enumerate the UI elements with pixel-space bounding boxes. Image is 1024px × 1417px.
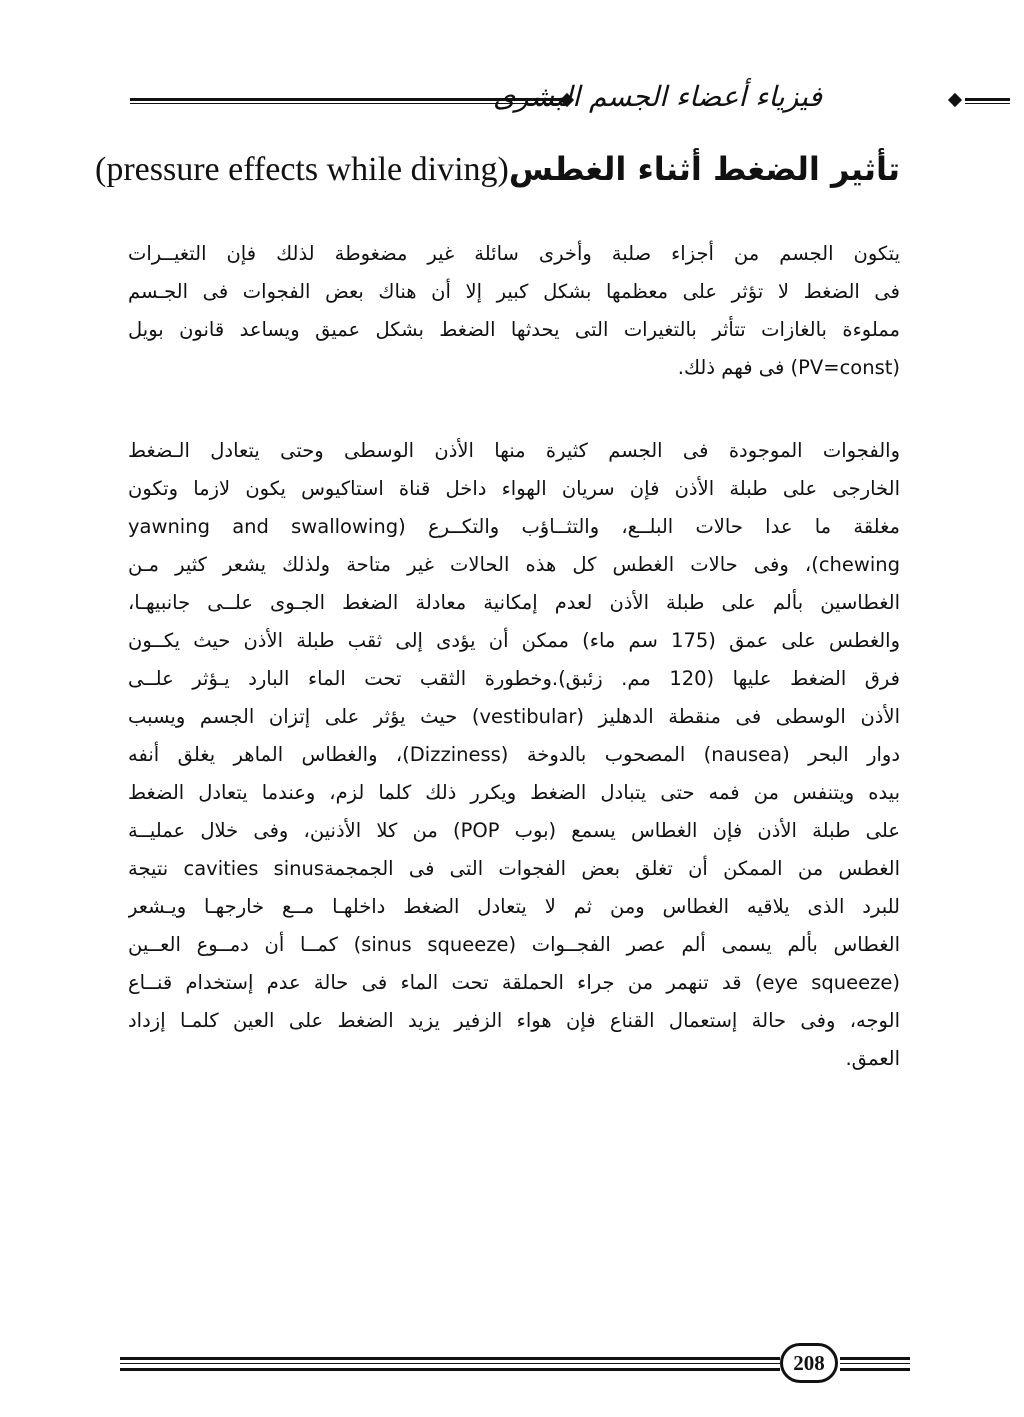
text-line: الخارجى على طبلة الأذن فإن سريان الهواء داخل قناة استاكيوس يكون لازما وتكون: [128, 477, 900, 500]
diamond-ornament-icon: [948, 93, 962, 107]
text-line: العمق.: [845, 1047, 900, 1070]
text-line: الغطاس بألم يسمى ألم عصر الفجــوات (sinus squeeze) كمــا أن دمــوع العــين: [128, 933, 900, 956]
text-line: بيده ويتنفس من فمه حتى يتبادل الضغط ويكرر ذلك كلما لزم، وعندما يتعادل الضغط: [128, 781, 900, 804]
text-line: (eye squeeze) قد تنهمر من جراء الحملقة تحت الماء فى حالة عدم إستخدام قنــاع: [128, 971, 900, 994]
text-line: مغلقة ما عدا حالات البلــع، والتثــاؤب والتكــرع (yawning and swallowing: [128, 515, 900, 538]
text-line: (PV=const) فى فهم ذلك.: [677, 356, 900, 379]
header-short-rule-thin: [965, 103, 1010, 104]
text-line: للبرد الذى يلاقيه الغطاس ومن ثم لا يتعادل الضغط داخلهـا مــع خارجهـا ويـشعر: [128, 895, 900, 918]
text-line: فرق الضغط عليها (120 مم. زئبق).وخطورة الثقب تحت الماء البارد يـؤثر علــى: [128, 667, 900, 690]
paragraph-1: [128, 235, 900, 387]
footer-rule: [120, 1368, 780, 1371]
text-line: فى الضغط لا تؤثر على معظمها بشكل كبير إلا أن هناك بعض الفجوات فى الجـسم: [128, 280, 900, 303]
text-line: الوجه، وفى حالة إستعمال القناع فإن هواء الزفير يزيد الضغط على العين كلمـا إزداد: [128, 1009, 900, 1032]
footer-rule-right: [840, 1357, 910, 1360]
running-header: [130, 78, 900, 118]
section-heading: [94, 150, 900, 189]
header-short-rule: [965, 98, 1010, 101]
footer-rule-right: [840, 1368, 910, 1371]
text-line: على طبلة الأذن فإن الغطاس يسمع (بوب POP) من كلا الأذنين، وفى خلال عمليــة: [128, 819, 900, 842]
text-line: chewing)، وفى حالات الغطس كل هذه الحالات غير متاحة ولذلك يشعر كثير مـن: [128, 553, 900, 576]
text-line: والفجوات الموجودة فى الجسم كثيرة منها الأذن الوسطى وحتى يتعادل الـضغط: [128, 439, 900, 462]
page-number: 208: [780, 1343, 838, 1383]
running-title: فيزياء أعضاء الجسم البشرى: [492, 80, 822, 113]
heading-arabic: تأثير الضغط أثناء الغطس: [508, 150, 900, 188]
text-line: الغطس من الممكن أن تغلق بعض الفجوات التى فى الجمجمةcavities sinus نتيجة: [128, 857, 900, 880]
footer-rule-right: [840, 1363, 910, 1364]
footer-rule: [120, 1357, 780, 1360]
text-line: الأذن الوسطى فى منقطة الدهليز (vestibular) حيث يؤثر على إتزان الجسم ويسبب: [128, 705, 900, 728]
text-line: يتكون الجسم من أجزاء صلبة وأخرى سائلة غير مضغوطة لذلك فإن التغيــرات: [128, 242, 900, 265]
footer-rule: [120, 1363, 780, 1364]
text-line: الغطاسين بألم على طبلة الأذن لعدم إمكانية معادلة الضغط الجـوى علــى جانبيهـا،: [128, 591, 900, 614]
text-line: مملوءة بالغازات تتأثر بالتغيرات التى يحدثها الضغط بشكل عميق ويساعد قانون بويل: [128, 318, 900, 341]
heading-english: (pressure effects while diving): [94, 151, 509, 188]
text-line: والغطس على عمق (175 سم ماء) ممكن أن يؤدى إلى ثقب طبلة الأذن حيث يكــون: [128, 629, 900, 652]
text-line: دوار البحر (nausea) المصحوب بالدوخة (Dizziness)، والغطاس الماهر يغلق أنفه: [128, 743, 900, 766]
paragraph-2: [128, 432, 900, 1078]
page-footer: [120, 1343, 910, 1393]
